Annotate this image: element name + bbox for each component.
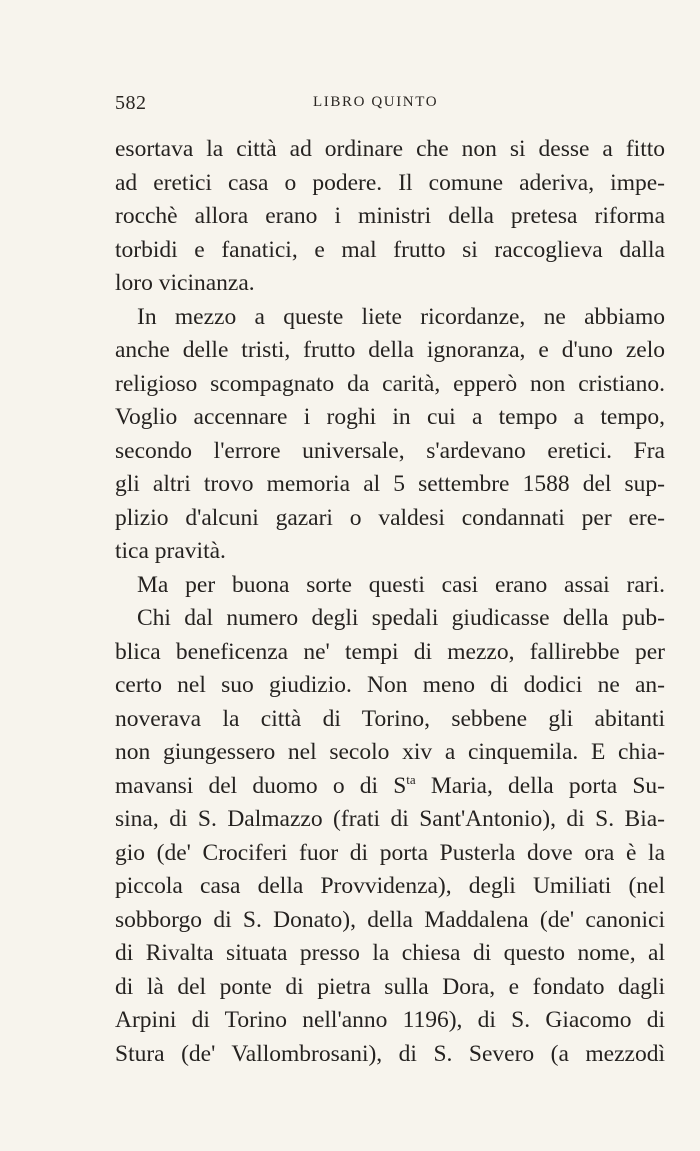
- text-line: noverava la città di Torino, sebbene gli abitanti: [115, 705, 665, 732]
- text-line: plizio d'alcuni gazari o valdesi condannati per ere-: [115, 504, 665, 531]
- text-fragment: mavansi del duomo o di S: [115, 772, 407, 799]
- text-line: gio (de' Crociferi fuor di porta Pusterla dove ora è la: [115, 839, 665, 866]
- text-line: di là del ponte di pietra sulla Dora, e fondato dagli: [115, 973, 665, 1000]
- text-line: piccola casa della Provvidenza), degli Umiliati (nel: [115, 873, 665, 899]
- text-line: In mezzo a queste liete ricordanze, ne abbiamo: [137, 303, 665, 330]
- text-line: rocchè allora erano i ministri della pretesa riforma: [115, 203, 665, 229]
- page-number: 582: [115, 92, 147, 114]
- text-line: non giungessero nel secolo xiv a cinquemila. E chia-: [115, 739, 665, 765]
- text-line: religioso scompagnato da carità, epperò non cristiano.: [115, 370, 665, 397]
- text-fragment: Maria, della porta Su-: [415, 772, 665, 799]
- text-line: Stura (de' Vallombrosani), di S. Severo (a mezzodì: [115, 1040, 665, 1067]
- running-head: [115, 92, 665, 116]
- text-line: Arpini di Torino nell'anno 1196), di S. Giacomo di: [115, 1007, 665, 1033]
- text-line: Ma per buona sorte questi casi erano assai rari.: [137, 571, 665, 598]
- text-line: esortava la città ad ordinare che non si desse a fitto: [115, 136, 665, 162]
- text-line: sina, di S. Dalmazzo (frati di Sant'Antonio), di S. Bia-: [115, 806, 665, 832]
- text-line: di Rivalta situata presso la chiesa di questo nome, al: [115, 940, 665, 966]
- text-line: ad eretici casa o podere. Il comune aderiva, impe-: [115, 169, 665, 196]
- text-line: torbidi e fanatici, e mal frutto si raccoglieva dalla: [115, 236, 665, 263]
- text-line: loro vicinanza.: [115, 270, 255, 296]
- text-line: [115, 770, 665, 804]
- text-line: blica beneficenza ne' tempi di mezzo, fallirebbe per: [115, 638, 665, 665]
- running-title: LIBRO QUINTO: [313, 94, 439, 110]
- text-line: gli altri trovo memoria al 5 settembre 1588 del sup-: [115, 471, 665, 497]
- text-line: secondo l'errore universale, s'ardevano eretici. Fra: [115, 437, 665, 464]
- body-text: [115, 133, 665, 1071]
- text-line: certo nel suo giudizio. Non meno di dodici ne an-: [115, 672, 665, 698]
- text-line: Voglio accennare i roghi in cui a tempo a tempo,: [115, 404, 665, 430]
- text-line: sobborgo di S. Donato), della Maddalena (de' canonici: [115, 906, 665, 933]
- text-line: Chi dal numero degli spedali giudicasse della pub-: [137, 605, 665, 631]
- superscript: ta: [406, 771, 416, 787]
- text-line: anche delle tristi, frutto della ignoranza, e d'uno zelo: [115, 337, 665, 363]
- text-line: tica pravità.: [115, 538, 226, 564]
